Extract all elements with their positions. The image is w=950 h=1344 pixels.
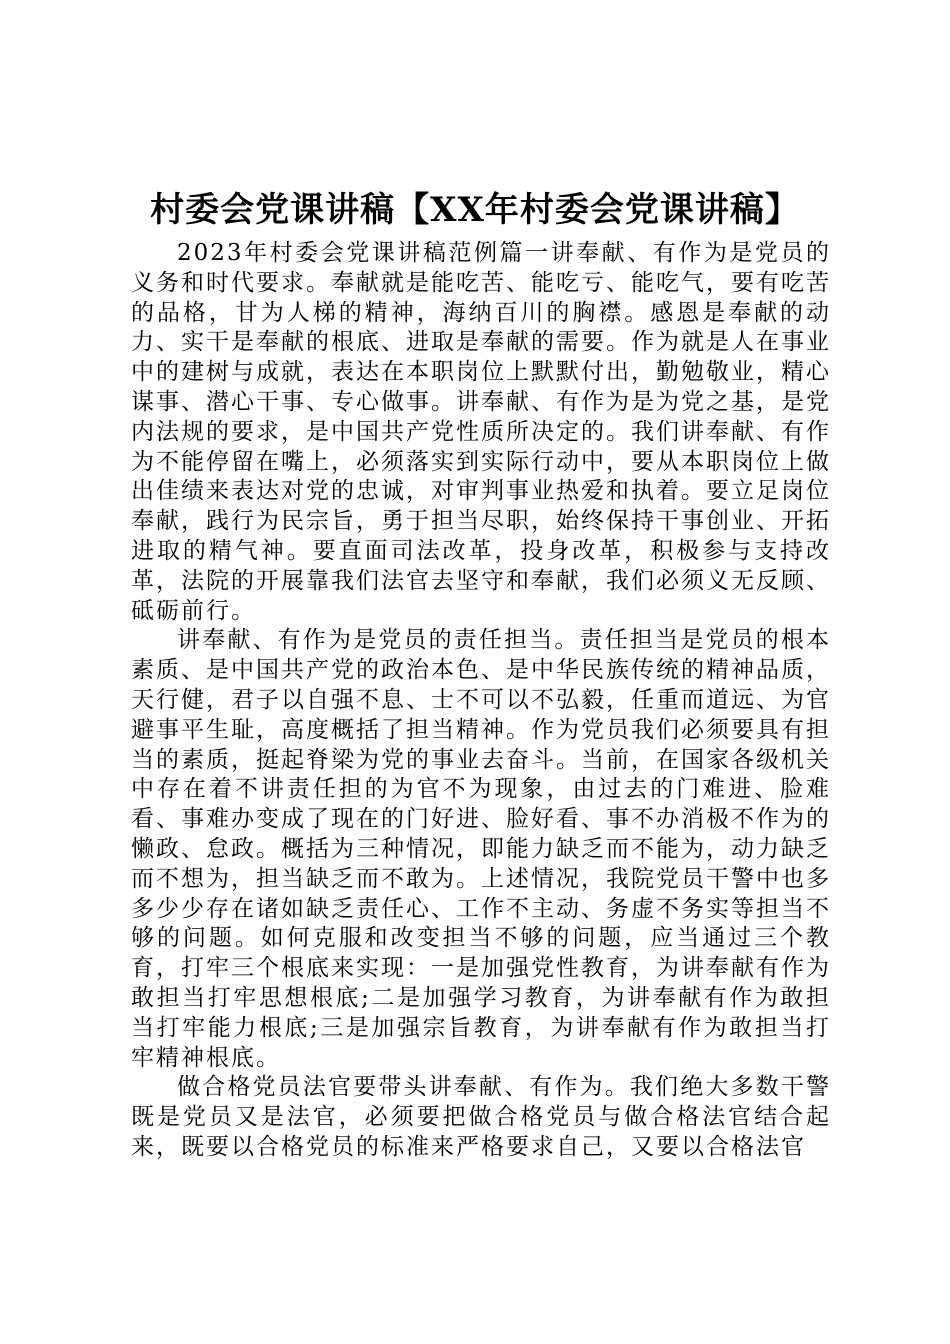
document-title: 村委会党课讲稿【XX年村委会党课讲稿】	[150, 190, 800, 230]
paragraph-3: 做合格党员法官要带头讲奉献、有作为。我们绝大多数干警既是党员又是法官，必须要把做合格党员与做合格法官结合起来，既要以合格党员的标准来严格要求自己，又要以合格法官	[131, 1074, 831, 1160]
paragraph-2: 讲奉献、有作为是党员的责任担当。责任担当是党员的根本素质、是中国共产党的政治本色、是中华民族传统的精神品质，天行健，君子以自强不息、士不可以不弘毅，任重而道远、为官避事平生耻，高度概括了担当精神。作为党员我们必须要具有担当的素质，挺起脊梁为党的事业去奋斗。当前，在国家各级机关中存在着不讲责任担的为官不为现象，由过去的门难进、脸难看、事难办变成了现在的门好进、脸好看、事不办消极不作为的懒政、怠政。概括为三种情况，即能力缺乏而不能为，动力缺乏而不想为，担当缺乏而不敢为。上述情况，我院党员干警中也多多少少存在诸如缺乏责任心、工作不主动、务虚不务实等担当不够的问题。如何克服和改变担当不够的问题，应当通过三个教育，打牢三个根底来实现：一是加强党性教育，为讲奉献有作为敢担当打牢思想根底;二是加强学习教育，为讲奉献有作为敢担当打牢能力根底;三是加强宗旨教育，为讲奉献有作为敢担当打牢精神根底。	[131, 627, 831, 1071]
paragraph-1: 2023年村委会党课讲稿范例篇一讲奉献、有作为是党员的义务和时代要求。奉献就是能吃苦、能吃亏、能吃气，要有吃苦的品格，甘为人梯的精神，海纳百川的胸襟。感恩是奉献的动力、实干是奉献的根底、进取是奉献的需要。作为就是人在事业中的建树与成就，表达在本职岗位上默默付出，勤勉敬业，精心谋事、潜心干事、专心做事。讲奉献、有作为是为党之基，是党内法规的要求，是中国共产党性质所决定的。我们讲奉献、有作为不能停留在嘴上，必须落实到实际行动中，要从本职岗位上做出佳绩来表达对党的忠诚，对审判事业热爱和执着。要立足岗位奉献，践行为民宗旨，勇于担当尽职，始终保持干事创业、开拓进取的精气神。要直面司法改革，投身改革，积极参与支持改革，法院的开展靠我们法官去坚守和奉献，我们必须义无反顾、砥砺前行。	[131, 240, 831, 624]
document-body	[131, 239, 831, 1163]
